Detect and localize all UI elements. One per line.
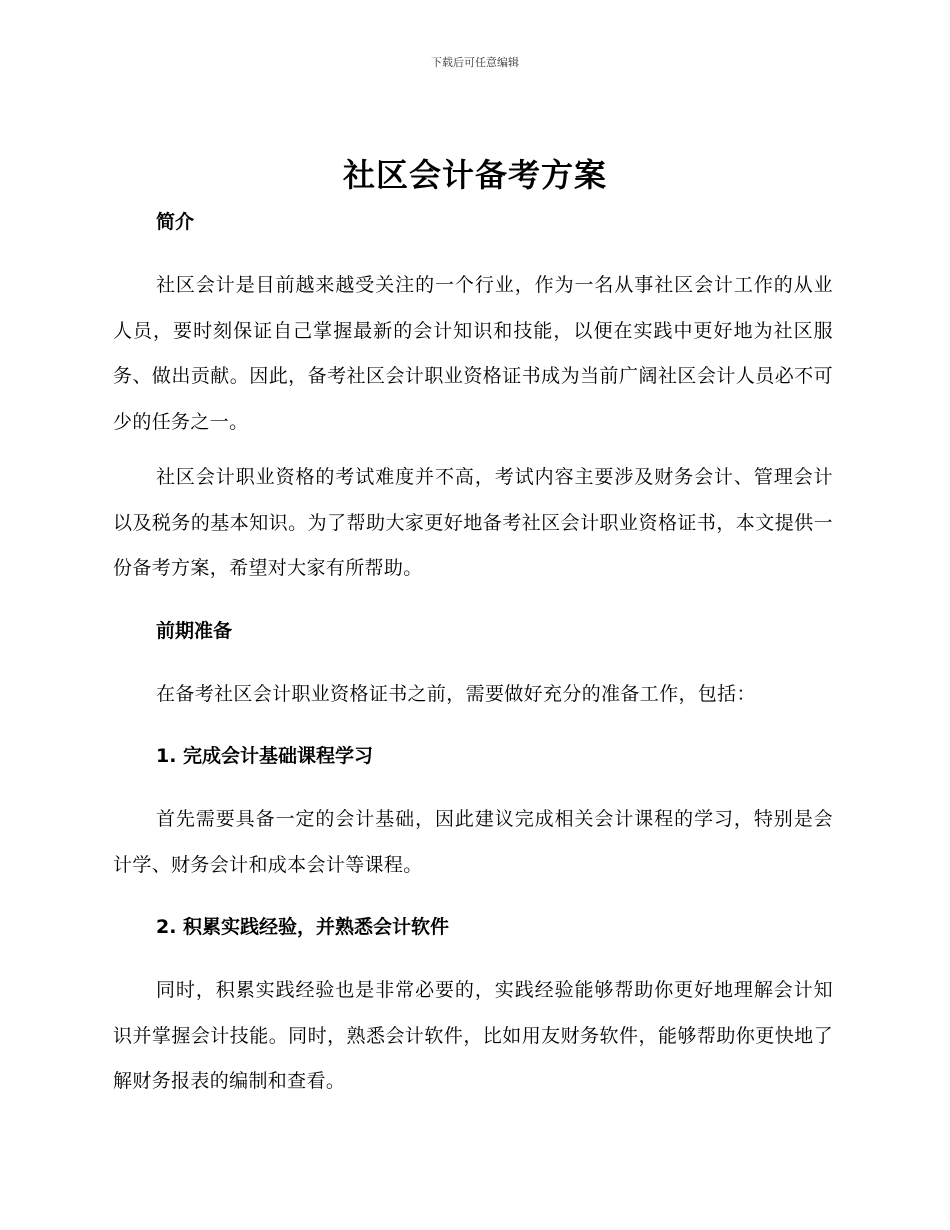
paragraph-step-1: 首先需要具备一定的会计基础，因此建议完成相关会计课程的学习，特别是会计学、财务会计和成本会计等课程。 [113,808,833,876]
paragraph-prep-1: 在备考社区会计职业资格证书之前，需要做好充分的准备工作，包括： [156,682,756,705]
document-body [113,207,833,1105]
paragraph-intro-1: 社区会计是目前越来越受关注的一个行业，作为一名从事社区会计工作的从业人员，要时刻保证自己掌握最新的会计知识和技能，以便在实践中更好地为社区服务、做出贡献。因此，备考社区会计职业资格证书成为当前广阔社区会计人员必不可少的任务之一。 [113,274,833,433]
step-heading-2: 2. 积累实践经验，并熟悉会计软件 [156,916,450,938]
section-heading-prep: 前期准备 [156,619,233,642]
paragraph-step-2: 同时，积累实践经验也是非常必要的，实践经验能够帮助你更好地理解会计知识并掌握会计技能。同时，熟悉会计软件，比如用友财务软件，能够帮助你更快地了解财务报表的编制和查看。 [113,979,833,1092]
paragraph-intro-2: 社区会计职业资格的考试难度并不高，考试内容主要涉及财务会计、管理会计以及税务的基本知识。为了帮助大家更好地备考社区会计职业资格证书，本文提供一份备考方案，希望对大家有所帮助。 [113,466,833,579]
document-title: 社区会计备考方案 [342,156,607,194]
step-heading-1: 1. 完成会计基础课程学习 [156,745,374,767]
header-note: 下载后可任意编辑 [431,56,519,69]
section-heading-intro: 简介 [156,211,195,233]
